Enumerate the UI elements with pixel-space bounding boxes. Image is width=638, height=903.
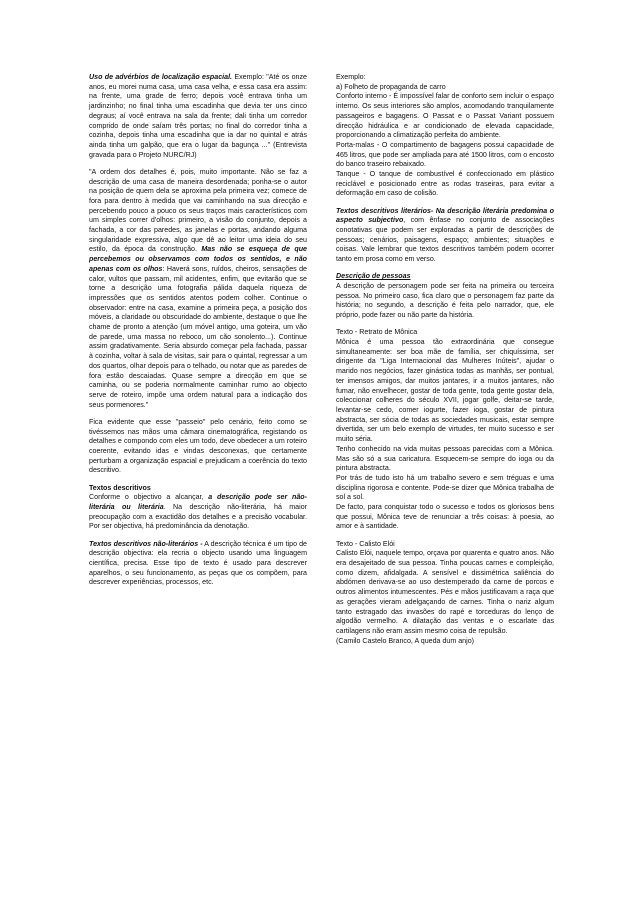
right-column [336,73,554,654]
paragraph-calisto: Texto - Calisto Elói Calisto Elói, naquele tempo, orçava por quarenta e quatro anos. Não era desajeitado de sua pessoa. Tinha poucas carnes e compleição, como dizem, afidalgada. A sensível e dissimétrica saliência do abdómen derivava-se ao uso destemperado da carne de porcos e outros alimentos intumescentes. Pés e mãos justificavam a raça que as gerações vieram adelgaçando de carnes. Tinha o nariz algum tanto estragado das invasões do rapé e torceduras do lenço de algodão vermelho. A dilatação das ventas e o escarlate das cartilagens não eram assim mesmo coisa de repulsão. (Camilo Castelo Branco, A queda dum anjo) [336,539,554,645]
order-text-a: "A ordem dos detalhes é, pois, muito importante. Não se faz a descrição de uma casa de maneira desordenada; ponha-se o autor na posição de quem dela se aproxima pela primeira vez; comece de fora para dentro à medida que vai caminhando na sua direcção e percebendo pouco a pouco os seus traços mais característicos com um simples correr d'olhos: primeiro, a visão do conjunto, depois a fachada, a cor das paredes, as janelas e portas, andando alguma singularidade expressiva, algo que dê ao leitor uma ideia do seu estilo, da época da construção. [89,167,307,254]
descriptive-emphasis: a descrição pode ser não-literária ou literária [89,493,307,512]
describing-people-heading: Descrição de pessoas [336,272,411,281]
paragraph-descriptive-texts [89,484,307,533]
non-literary-heading: Textos descritivos não-literários - [89,539,203,548]
descriptive-texts-heading: Textos descritivos [89,483,151,492]
describing-people-text: A descrição de personagem pode ser feita na primeira ou terceira pessoa. No primeiro caso, fica claro que o personagem faz parte da história; no segundo, a descrição é feita pelo narrador, que, ele próprio, pode fazer ou não parte da história. [336,282,554,320]
paragraph-non-literary [89,540,307,589]
left-column [89,73,307,596]
order-text-b: : Haverá sons, ruídos, cheiros, sensações de calor, vultos que passam, mil acidentes, enfim, que evitarão que se torne a descrição uma fotografia pálida daquela riqueza de impressões que os sentidos atentos podem colher. Continue o observador: entre na casa, examine a primeira peça, a posição dos móveis, a claridade ou obscuridade do ambiente, destaque o que lhe chame de pronto a atenção (um móvel antigo, uma goteira, um vão de parede, uma massa no reboco, um cão sonolento...). Continue assim gradativamente. Seria absurdo começar pela fachada, passar à cozinha, voltar à sala de visitas, sair para o quintal, regressar a um dos quartos, olhar depois para o telhado, ou notar que as paredes de fora estão descaiadas. Quase sempre a direcção em que se caminha, ou se poderia normalmente caminhar rumo ao objecto serve de roteiro, impõe uma ordem natural para a indicação dos seus pormenores." [89,264,308,409]
descriptive-text-a: Conforme o objectivo a alcançar, [89,493,209,502]
literary-heading: Textos descritivos literários- Na descrição literária predomina o aspecto subjectivo [336,206,554,225]
paragraph-order-of-details [89,168,307,411]
literary-text: , com ênfase no conjunto de associações conotativas que podem ser exploradas a partir de descrições de pessoas; cenários, paisagens, espaço; ambientes; situações e coisas. Vale lembrar que textos descritivos também podem ocorrer tanto em prosa como em verso. [336,216,554,264]
non-literary-text: A descrição técnica é um tipo de descrição objectiva: ela recria o objecto usando uma linguagem científica, precisa. Esse tipo de texto é usado para descrever aparelhos, o seu funcionamento, as peças que os compõem, para descrever experiências, processos, etc. [89,539,307,587]
paragraph-passeio: Fica evidente que esse "passeio" pelo cenário, feito como se tivéssemos nas mãos uma câmara cinematográfica, registando os detalhes e compondo com eles um todo, deve obedecer a um roteiro coerente, evitando idas e vindas desconexas, que certamente perturbam a organização espacial e prejudicam a coerência do texto descritivo. [89,417,307,475]
adverbs-heading: Uso de advérbios de localização espacial. [89,73,233,81]
paragraph-car-brochure: Exemplo: a) Folheto de propaganda de carro Conforto interno - É impossível falar de conforto sem incluir o espaço interno. Os seus interiores são amplos, acomodando tranquilamente passageiros e bagagens. O Passat e o Passat Variant possuem direcção hidráulica e ar condicionado de elevada capacidade, proporcionando a climatização perfeita do ambiente. Porta-malas - O compartimento de bagagens possui capacidade de 465 litros, que pode ser ampliada para até 1500 litros, com o encosto do banco traseiro rebaixado. Tanque - O tanque de combustível é confeccionado em plástico reciclável e posicionado entre as rodas traseiras, para evitar a deformação em caso de colisão. [336,73,554,198]
paragraph-monica: Texto - Retrato de Mônica Mônica é uma pessoa tão extraordinária que consegue simultaneamente: ser boa mãe de família, ser chiquíssima, ser dirigente da "Liga Internacional das Mulheres Inúteis", ajudar o marido nos negócios, fazer ginástica todas as manhãs, ser pontual, ter imensos amigos, dar muitos jantares, ir a muitos jantares, não fumar, não envelhecer, gostar de toda gente, toda gente gostar dela, coleccionar colheres do século XVII, jogar golfe, deitar-se tarde, levantar-se cedo, comer iogurte, fazer ioga, gostar de pintura abstracta, ser sócia de todas as sociedades musicais, estar sempre divertida, ser um belo exemplo de virtudes, ter muito sucesso e ser muito séria. Tenho conhecido na vida muitas pessoas parecidas com a Mônica. Mas são só a sua caricatura. Esquecem-se sempre do ioga ou da pintura abstracta. Por trás de tudo isto há um trabalho severo e sem tréguas e uma disciplina rigorosa e contente. Pode-se dizer que Mônica trabalha de sol a sol. De facto, para conquistar todo o sucesso e todos os gloriosos bens que possui, Mônica teve de renunciar a três coisas: à poesia, ao amor e à santidade. [336,328,554,531]
paragraph-adverbs-example [89,73,307,160]
paragraph-literary [336,207,554,265]
senses-emphasis: Mas não se esqueça de que percebemos ou observamos com todos os sentidos, e não apenas com os olhos [89,245,307,273]
descriptive-text-b: . Na descrição não-literária, há maior preocupação com a exactidão dos detalhes e a precisão vocabular. Por ser objectiva, há predominância da denotação. [89,503,308,531]
paragraph-describing-people [336,272,554,321]
adverbs-text: Exemplo: "Até os onze anos, eu morei numa casa, uma casa velha, e essa casa era assim: na frente, uma grade de ferro; depois você entrava tinha um jardinzinho; no final tinha uma escadinha que devia ter uns cinco degraus; aí você entrava na sala da frente; dali tinha um corredor comprido de onde saíam três portas; no final do corredor tinha a cozinha, depois tinha uma escadinha que ia dar no quintal e atrás ainda tinha um galpão, que era o lugar da bagunça ..." (Entrevista gravada para o Projeto NURC/RJ) [89,73,307,159]
